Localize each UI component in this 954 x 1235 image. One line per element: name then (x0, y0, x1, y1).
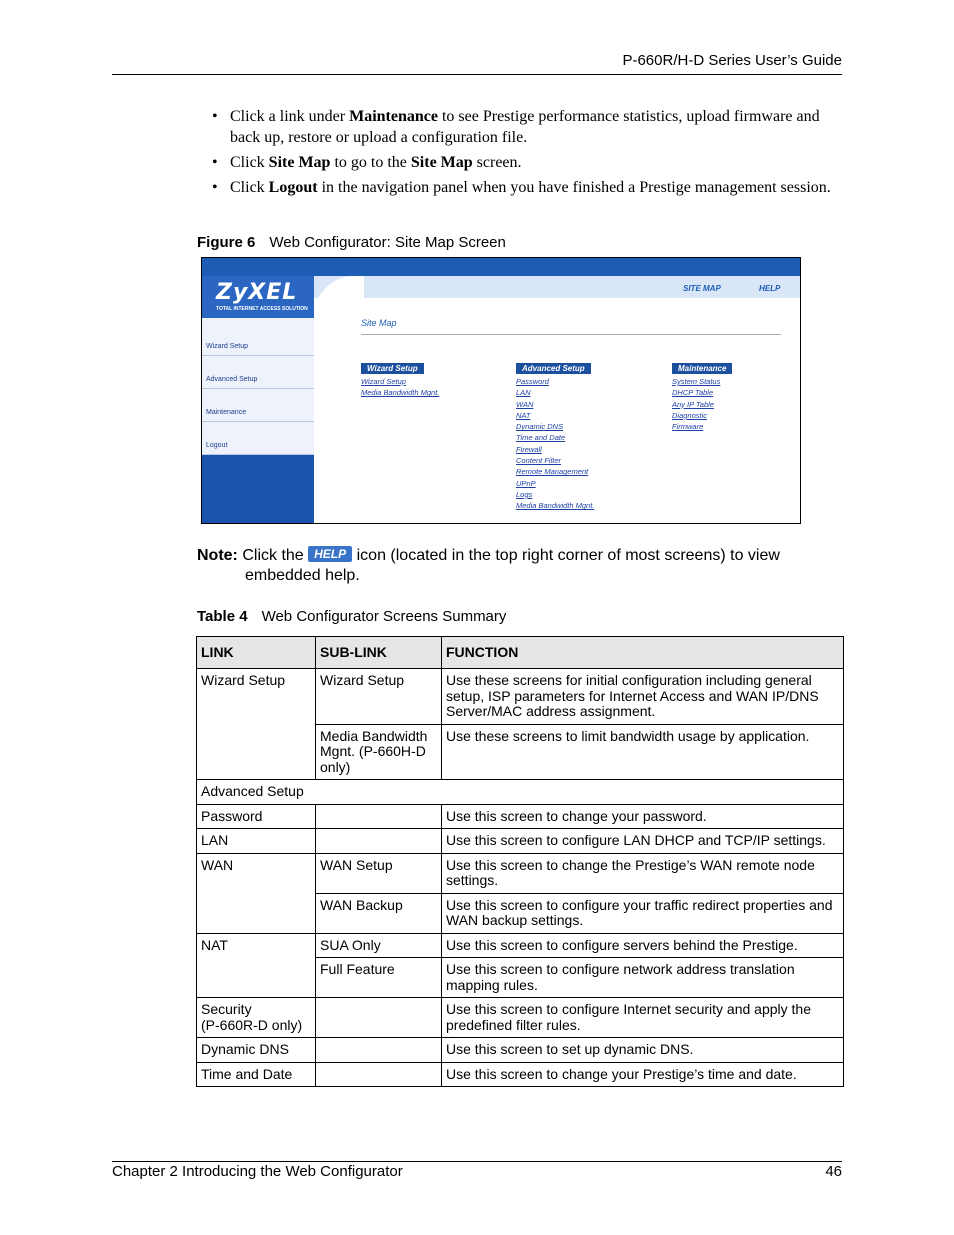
help-icon: HELP (308, 546, 352, 562)
sitemap-link[interactable]: DHCP Table (672, 388, 714, 398)
site-map-link[interactable]: SITE MAP (683, 284, 721, 293)
sitemap-link[interactable]: Logs (516, 489, 533, 499)
nav-maintenance[interactable]: Maintenance (206, 409, 247, 416)
footer-chapter: Chapter 2 Introducing the Web Configurator (112, 1163, 403, 1180)
wizard-setup-column: Wizard Setup Wizard Setup Media Bandwidth Mgnt. (361, 364, 440, 398)
footer-rule (112, 1161, 842, 1162)
bullet-item: • Click Logout in the navigation panel when you have finished a Prestige management session. (212, 179, 831, 196)
content-header-bar (314, 276, 800, 298)
nav-logout[interactable]: Logout (206, 442, 228, 449)
screenshot-top-bar (202, 258, 800, 276)
table-row: Advanced Setup (197, 780, 844, 805)
bullet-item: • Click a link under Maintenance to see Prestige performance statistics, upload firmware and back up, restore or upload a configuration file. (212, 108, 820, 146)
table-header-row: LINK SUB-LINK FUNCTION (197, 637, 844, 669)
bullet-item: • Click Site Map to go to the Site Map screen. (212, 154, 522, 171)
sitemap-link[interactable]: Firewall (516, 444, 542, 454)
site-map-title: Site Map (361, 318, 397, 328)
sitemap-link[interactable]: Firmware (672, 422, 704, 432)
sitemap-link[interactable]: Media Bandwidth Mgnt. (361, 388, 440, 398)
sitemap-link[interactable]: Time and Date (516, 433, 566, 443)
advanced-setup-column: Advanced Setup Password LAN WAN NAT Dynamic DNS Time and Date Firewall Content Filter Remote Management UPnP Logs Media Bandwidth Mgnt. (516, 364, 595, 511)
nav-advanced-setup[interactable]: Advanced Setup (206, 376, 258, 383)
bullet-list (212, 106, 837, 202)
sitemap-link[interactable]: LAN (516, 388, 531, 398)
table-row: Dynamic DNS Use this screen to set up dynamic DNS. (197, 1038, 844, 1063)
sitemap-link[interactable]: WAN (516, 399, 534, 409)
running-header: P-660R/H-D Series User’s Guide (622, 52, 842, 69)
sitemap-link[interactable]: UPnP (516, 478, 536, 488)
site-map-screenshot (201, 257, 801, 524)
sitemap-link[interactable]: System Status (672, 377, 721, 386)
note-block: Note: Click the HELP icon (located in the top right corner of most screens) to view embedded help. (197, 547, 780, 584)
table-row: LAN Use this screen to configure LAN DHCP and TCP/IP settings. (197, 829, 844, 854)
table-row: Wizard Setup Wizard Setup Use these screens for initial configuration including general setup, ISP parameters for Internet Access and WAN IP/DNS Server/MAC address assignment. (197, 669, 844, 725)
sitemap-link[interactable]: Content Filter (516, 456, 562, 466)
sitemap-link[interactable]: Media Bandwidth Mgnt. (516, 501, 595, 511)
sitemap-link[interactable]: Dynamic DNS (516, 422, 564, 432)
table-row: Full Feature Use this screen to configure network address translation mapping rules. (197, 958, 844, 998)
maintenance-column: Maintenance System Status DHCP Table Any IP Table Diagnostic Firmware (672, 358, 732, 432)
help-link[interactable]: HELP (759, 284, 781, 293)
sitemap-link[interactable]: Remote Management (516, 467, 589, 477)
table-row: WAN Backup Use this screen to configure your traffic redirect properties and WAN backup settings. (197, 893, 844, 933)
sitemap-link[interactable]: NAT (516, 410, 531, 420)
table-caption: Table 4 Web Configurator Screens Summary (197, 608, 507, 625)
nav-wizard-setup[interactable]: Wizard Setup (206, 343, 249, 350)
table-row: Password Use this screen to change your password. (197, 804, 844, 829)
table-row: WAN WAN Setup Use this screen to change the Prestige’s WAN remote node settings. (197, 853, 844, 893)
sitemap-link[interactable]: Wizard Setup (361, 377, 406, 386)
header-rule (112, 74, 842, 75)
table-row: NAT SUA Only Use this screen to configure servers behind the Prestige. (197, 933, 844, 958)
table-row: Security (P-660R-D only) Use this screen to configure Internet security and apply the predefined filter rules. (197, 998, 844, 1038)
sitemap-link[interactable]: Diagnostic (672, 410, 708, 420)
zyxel-logo: ZyXEL TOTAL INTERNET ACCESS SOLUTION (202, 276, 314, 318)
navigation-panel (202, 318, 314, 454)
page-number: 46 (825, 1163, 842, 1180)
figure-caption: Figure 6 Web Configurator: Site Map Screen (197, 234, 506, 251)
sitemap-link[interactable]: Any IP Table (672, 399, 714, 409)
table-row: Media Bandwidth Mgnt. (P-660H-D only) Use these screens to limit bandwidth usage by application. (197, 724, 844, 780)
table-row: Time and Date Use this screen to change your Prestige’s time and date. (197, 1062, 844, 1087)
sitemap-link[interactable]: Password (516, 377, 549, 386)
screens-summary-table (196, 636, 844, 1087)
